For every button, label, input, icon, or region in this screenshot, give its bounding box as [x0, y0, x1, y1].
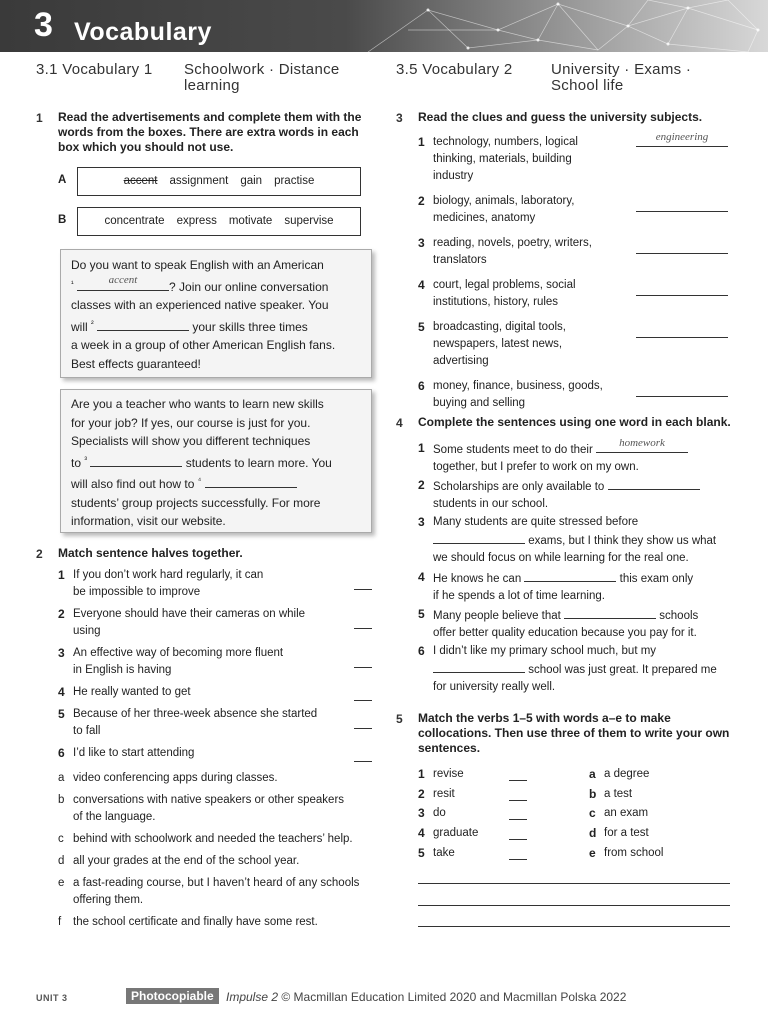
writing-line[interactable]: [418, 883, 730, 884]
clue-text: biology, animals, laboratory,: [433, 195, 575, 207]
option-text: offering them.: [73, 894, 144, 906]
clue-text: court, legal problems, social: [433, 279, 576, 291]
advertisement-2: [60, 389, 372, 533]
verb-item: [418, 786, 558, 806]
clue-item: [418, 193, 738, 235]
word: motivate: [228, 215, 273, 227]
answer-blank[interactable]: [354, 655, 372, 668]
exercise-instruction: Read the clues and guess the university subjects.: [418, 110, 703, 124]
photocopiable-badge: Photocopiable: [126, 988, 219, 1004]
item-text: using: [73, 625, 101, 637]
exercise-number: 3: [396, 111, 403, 125]
answer-blank[interactable]: [509, 847, 527, 860]
match-items-list: [58, 567, 376, 767]
answer-blank[interactable]: [636, 199, 728, 212]
section-heading-right: [396, 61, 736, 94]
word-item: [589, 766, 729, 786]
option-letter: e: [58, 877, 65, 889]
word-text: from school: [604, 846, 664, 859]
option-letter: b: [589, 786, 597, 801]
clue-text: medicines, anatomy: [433, 212, 536, 224]
box-label-b: B: [58, 214, 67, 226]
writing-line[interactable]: [418, 926, 730, 927]
sentence-item: 3 Many students are quite stressed before exams, but I think they show us what we should focus on while learning for the real one.: [418, 515, 717, 564]
item-text: Everyone should have their cameras on while: [73, 608, 306, 620]
clue-text: technology, numbers, logical: [433, 136, 578, 148]
clue-item: [418, 235, 738, 277]
collocation-word-list: [589, 766, 729, 864]
word-box-b: [77, 207, 361, 236]
clue-text: buying and selling: [433, 397, 526, 409]
ad-line: $^{^1}$ accent ? Join our online conversation: [71, 275, 361, 297]
match-options-list: [58, 770, 376, 936]
unit-banner: [0, 0, 768, 52]
exercise-instruction: Match sentence halves together.: [58, 546, 243, 560]
sentence-list: [418, 437, 738, 698]
item-text: An effective way of becoming more fluent: [73, 647, 284, 659]
option-letter: b: [58, 794, 65, 806]
option-letter: a: [58, 772, 65, 784]
item-number: 3: [418, 806, 425, 821]
gap[interactable]: [433, 531, 525, 544]
section-code: 3.1 Vocabulary 1: [36, 61, 153, 78]
option-text: all your grades at the end of the school year.: [73, 855, 300, 867]
item-number: 5: [418, 320, 425, 334]
item-number: 5: [418, 845, 425, 860]
word: assignment: [169, 175, 229, 187]
exercise-instruction: Read the advertisements and complete them with the words from the boxes. There are extra words in each box which you should not use.: [58, 110, 362, 154]
item-number: 6: [418, 379, 425, 393]
gap[interactable]: [433, 660, 525, 673]
clue-text: broadcasting, digital tools,: [433, 321, 566, 333]
word-item: [589, 805, 729, 825]
word: supervise: [284, 215, 334, 227]
clue-list: [418, 131, 738, 420]
clue-text: advertising: [433, 355, 489, 367]
item-text: If you don’t work hard regularly, it can: [73, 569, 264, 581]
item-number: 4: [58, 685, 65, 699]
word-text: a degree: [604, 768, 650, 780]
word: practise: [274, 175, 315, 187]
box-label-a: A: [58, 174, 67, 186]
ad-line: for your job? If yes, our course is just for you.: [71, 415, 311, 430]
answer-blank[interactable]: [354, 749, 372, 762]
section-topic: University · Exams · School life: [551, 61, 692, 94]
item-text: I’d like to start attending: [73, 747, 195, 759]
match-item: [58, 606, 376, 645]
ad-line: Specialists will show you different techniques: [71, 434, 311, 448]
gap[interactable]: [524, 569, 616, 582]
item-number: 1: [418, 135, 425, 149]
option-text: conversations with native speakers or other speakers: [73, 794, 345, 806]
item-number: 4: [418, 826, 425, 841]
gap[interactable]: [596, 437, 688, 453]
verb-item: [418, 805, 558, 825]
ad-line: will also find out how to $^{^4}$: [71, 472, 361, 494]
option-letter: c: [589, 806, 596, 821]
item-number: 3: [418, 236, 425, 250]
exercise-number: 1: [36, 111, 43, 125]
ad-line: to $^{^3}$ students to learn more. You: [71, 454, 332, 470]
match-item: [58, 745, 376, 767]
writing-line[interactable]: [418, 905, 730, 906]
ad-line: Best effects guaranteed!: [71, 356, 201, 371]
word-item: [589, 845, 729, 865]
answer-blank[interactable]: [509, 788, 527, 801]
ad-line: a week in a group of other American English fans.: [71, 338, 336, 352]
item-text: in English is having: [73, 664, 172, 676]
option-letter: d: [58, 855, 65, 867]
answer-blank[interactable]: [354, 688, 372, 701]
word-box-a: [77, 167, 361, 196]
item-number: 1: [58, 568, 65, 582]
answer-blank[interactable]: [354, 616, 372, 629]
option-text: behind with schoolwork and needed the teachers’ help.: [73, 833, 353, 845]
answer-blank[interactable]: [354, 716, 372, 729]
answer-blank[interactable]: [509, 768, 527, 781]
example-answer: accent: [108, 274, 138, 286]
clue-item: [418, 131, 738, 193]
word-text: for a test: [604, 827, 649, 840]
section-code: 3.5 Vocabulary 2: [396, 61, 513, 78]
verb-list: [418, 766, 558, 864]
item-number: 5: [58, 707, 65, 721]
ad-line: Are you a teacher who wants to learn new skills: [71, 397, 324, 411]
clue-text: reading, novels, poetry, writers,: [433, 237, 592, 249]
clue-text: money, finance, business, goods,: [433, 380, 603, 392]
item-number: 2: [58, 607, 65, 621]
match-option: [58, 792, 376, 831]
sentence-item: 5 Many people believe that schools offer better quality education because you pay for it.: [418, 607, 699, 639]
answer-blank[interactable]: [354, 577, 372, 590]
verb-text: do: [433, 807, 446, 820]
match-item: [58, 645, 376, 684]
match-item: [58, 567, 376, 606]
answer-blank[interactable]: [509, 827, 527, 840]
word: gain: [240, 175, 263, 187]
match-option: [58, 770, 376, 792]
example-answer: engineering: [655, 131, 709, 143]
sentence-item: 6 I didn’t like my primary school much, but my school was just great. It prepared me for university really well.: [418, 644, 717, 693]
word-item: [589, 786, 729, 806]
match-item: [58, 706, 376, 745]
answer-blank[interactable]: [636, 241, 728, 254]
match-option: [58, 853, 376, 875]
item-text: He really wanted to get: [73, 686, 191, 698]
exercise-number: 4: [396, 416, 403, 430]
option-text: the school certificate and finally have some rest.: [73, 916, 318, 928]
advertisement-1: [60, 249, 372, 378]
unit-number: 3: [34, 6, 53, 44]
item-number: 3: [58, 646, 65, 660]
clue-item: [418, 277, 738, 319]
verb-item: [418, 845, 558, 865]
item-number: 2: [418, 786, 425, 801]
ad-line: information, visit our website.: [71, 514, 226, 528]
gap[interactable]: [564, 606, 656, 619]
verb-item: [418, 766, 558, 786]
item-number: 4: [418, 278, 425, 292]
ad-line: students’ group projects successfully. For more: [71, 495, 321, 510]
item-text: Because of her three-week absence she started: [73, 708, 318, 720]
option-letter: e: [589, 845, 596, 860]
section-heading-left: [36, 61, 366, 94]
verb-text: revise: [433, 768, 464, 780]
item-number: 2: [418, 194, 425, 208]
answer-blank[interactable]: [636, 131, 728, 147]
verb-text: graduate: [433, 827, 479, 840]
option-text: a fast-reading course, but I haven’t heard of any schools: [73, 877, 360, 889]
item-number: 6: [58, 746, 65, 760]
clue-text: industry: [433, 170, 474, 182]
exercise-number: 5: [396, 712, 403, 726]
ad-line: classes with an experienced native speaker. You: [71, 298, 329, 312]
match-option: [58, 831, 376, 853]
exercise-instruction: Complete the sentences using one word in each blank.: [418, 415, 731, 429]
gap[interactable]: [608, 477, 700, 490]
word: express: [176, 215, 217, 227]
match-option: [58, 914, 376, 936]
clue-text: translators: [433, 254, 487, 266]
ad-line: will $^{^2}$ your skills three times: [71, 318, 308, 334]
verb-text: resit: [433, 787, 455, 800]
option-letter: d: [589, 826, 597, 841]
clue-item: [418, 319, 738, 378]
gap-3[interactable]: [90, 454, 182, 467]
word-item: [589, 825, 729, 845]
gap-2[interactable]: [97, 318, 189, 331]
sentence-item: 1 Some students meet to do their homework together, but I prefer to work on my own.: [418, 440, 738, 477]
option-text: video conferencing apps during classes.: [73, 772, 278, 784]
gap-1[interactable]: [77, 274, 169, 291]
clue-item: [418, 378, 738, 420]
match-item: [58, 684, 376, 706]
answer-blank[interactable]: [636, 384, 728, 397]
exercise-number: 2: [36, 547, 43, 561]
answer-blank[interactable]: [509, 807, 527, 820]
exercise-instruction: Match the verbs 1–5 with words a–e to make collocations. Then use three of them to write your own sentences.: [418, 711, 730, 755]
option-letter: a: [589, 767, 596, 781]
word-text: a test: [604, 787, 633, 800]
item-text: to fall: [73, 725, 101, 737]
footer-copyright: Impulse 2 © Macmillan Education Limited 2020 and Macmillan Polska 2022: [226, 990, 627, 1004]
answer-blank[interactable]: [636, 325, 728, 338]
sentence-item: 4 He knows he can this exam only if he spends a lot of time learning.: [418, 570, 694, 602]
answer-blank[interactable]: [636, 283, 728, 296]
unit-title: Vocabulary: [74, 18, 212, 46]
option-letter: c: [58, 833, 64, 845]
match-option: [58, 875, 376, 914]
ad-line: Do you want to speak English with an American: [71, 258, 324, 272]
footer-unit: UNIT 3: [36, 993, 68, 1003]
example-answer: homework: [619, 437, 665, 449]
option-text: of the language.: [73, 811, 156, 823]
item-text: be impossible to improve: [73, 586, 201, 598]
verb-item: [418, 825, 558, 845]
sentence-item: 2 Scholarships are only available to students in our school.: [418, 477, 738, 514]
network-pattern-decoration: [348, 0, 768, 52]
verb-text: take: [433, 846, 455, 859]
option-letter: f: [58, 916, 62, 928]
word-crossed: accent: [123, 175, 158, 187]
clue-text: institutions, history, rules: [433, 296, 559, 308]
section-topic: Schoolwork · Distance learning: [184, 61, 340, 94]
item-number: 1: [418, 767, 425, 781]
gap-4[interactable]: [205, 475, 297, 488]
clue-text: newspapers, latest news,: [433, 338, 563, 350]
word-text: an exam: [604, 807, 649, 820]
word: concentrate: [104, 215, 165, 227]
clue-text: thinking, materials, building: [433, 153, 572, 165]
